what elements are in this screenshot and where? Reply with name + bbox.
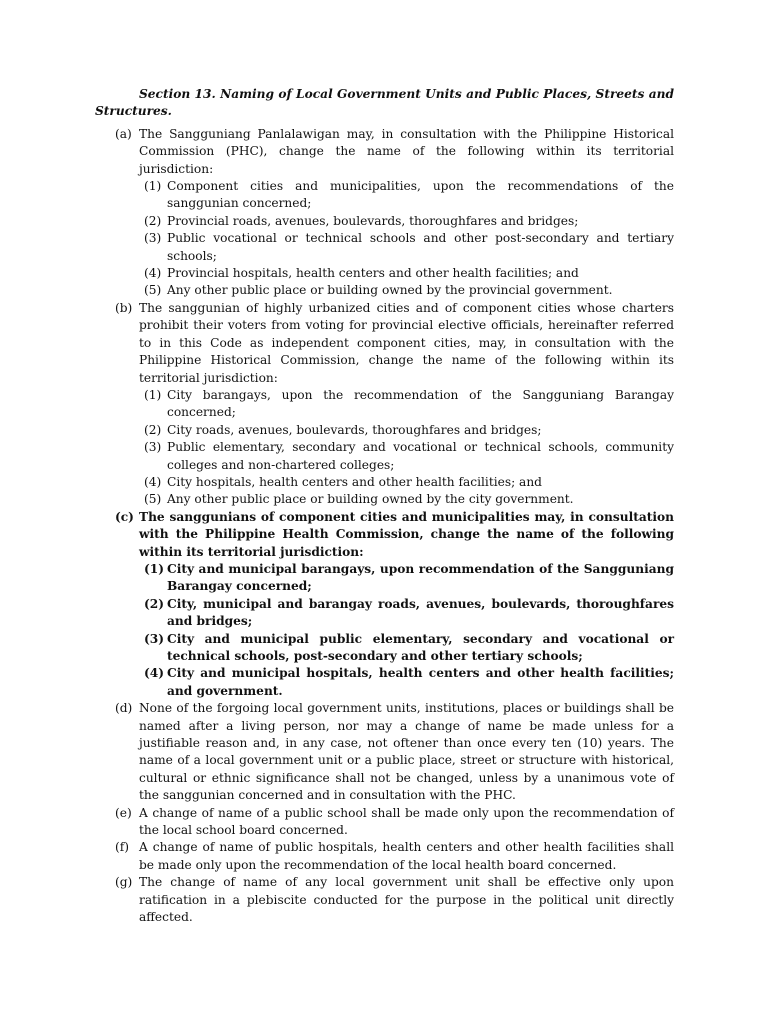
subclause-b-3: [95, 439, 674, 474]
clause-text: The change of name of any local government unit shall be effective only upon ratification in a plebiscite conducted for the purpose in the political unit directly affected.: [139, 875, 674, 925]
subclause-a-5: [95, 282, 674, 299]
clause-text: The sanggunians of component cities and municipalities may, in consultation with the Philippine Health Commission, change the name of the following within its territorial jurisdiction:: [139, 509, 674, 559]
subclause-marker: (4): [144, 666, 165, 681]
clause-marker: (b): [115, 300, 133, 315]
subclause-marker: (4): [144, 474, 162, 489]
clause-g: [95, 874, 674, 926]
clause-marker: (e): [115, 805, 132, 820]
subclause-marker: (2): [144, 422, 162, 437]
subclause-marker: (5): [144, 492, 162, 507]
subclause-b-4: [95, 474, 674, 491]
clause-text: A change of name of a public school shall be made only upon the recommendation of the local school board concerned.: [139, 805, 674, 838]
subclause-text: Component cities and municipalities, upon the recommendations of the sanggunian concerned;: [167, 179, 674, 211]
clause-marker: (d): [115, 701, 133, 716]
subclause-text: City hospitals, health centers and other health facilities; and: [167, 474, 542, 489]
subclause-text: Provincial hospitals, health centers and other health facilities; and: [167, 266, 579, 281]
subclause-text: City, municipal and barangay roads, avenues, boulevards, thoroughfares and bridges;: [167, 596, 674, 629]
subclause-marker: (3): [144, 631, 165, 646]
clause-b: [95, 300, 674, 387]
clause-marker: (c): [115, 509, 134, 524]
section-heading: Section 13. Naming of Local Government Units and Public Places, Streets and Structures.: [95, 87, 674, 119]
clause-c: [95, 509, 674, 561]
subclause-a-3: [95, 230, 674, 265]
subclause-marker: (3): [144, 440, 162, 455]
subclause-marker: (4): [144, 266, 162, 281]
subclause-marker: (3): [144, 231, 162, 246]
clause-d: [95, 700, 674, 804]
clause-e: [95, 805, 674, 840]
clause-a: [95, 126, 674, 178]
subclause-text: City and municipal public elementary, secondary and vocational or technical schools, post-secondary and other tertiary schools;: [167, 631, 674, 663]
subclause-marker: (2): [144, 596, 165, 611]
subclause-a-2: [95, 213, 674, 230]
clause-marker: (f): [115, 840, 130, 855]
clause-text: A change of name of public hospitals, health centers and other health facilities shall be made only upon the recommendation of the local health board concerned.: [139, 840, 674, 872]
clause-marker: (a): [115, 126, 132, 141]
subclause-text: Public elementary, secondary and vocational or technical schools, community colleges and non-chartered colleges;: [167, 440, 674, 472]
subclause-text: Provincial roads, avenues, boulevards, thoroughfares and bridges;: [167, 213, 579, 228]
subclause-b-5: [95, 491, 674, 508]
subclause-b-2: [95, 422, 674, 439]
subclause-c-1: [95, 561, 674, 596]
subclause-c-4: [95, 665, 674, 700]
subclause-text: Any other public place or building owned by the city government.: [167, 492, 574, 507]
subclause-text: City barangays, upon the recommendation of the Sangguniang Barangay concerned;: [167, 387, 674, 420]
clause-f: [95, 839, 674, 874]
subclause-marker: (1): [144, 179, 162, 194]
subclause-marker: (1): [144, 561, 165, 576]
subclause-marker: (2): [144, 213, 162, 228]
subclause-a-1: [95, 178, 674, 213]
subclause-text: City roads, avenues, boulevards, thoroughfares and bridges;: [167, 422, 542, 437]
clause-text: The Sangguniang Panlalawigan may, in consultation with the Philippine Historical Commission (PHC), change the name of the following within its territorial jurisdiction:: [139, 126, 674, 176]
subclause-marker: (1): [144, 387, 162, 402]
subclause-a-4: [95, 265, 674, 282]
section-items: [95, 126, 674, 927]
subclause-marker: (5): [144, 283, 162, 298]
subclause-c-2: [95, 596, 674, 631]
clause-marker: (g): [115, 875, 133, 890]
clause-text: None of the forgoing local government units, institutions, places or buildings shall be named after a living person, nor may a change of name be made unless for a justifiable reason and, in any case, not oftener than once every ten (10) years. The name of a local government unit or a public place, street or structure with historical, cultural or ethnic significance shall not be changed, unless by a unanimous vote of the sanggunian concerned and in consultation with the PHC.: [139, 701, 674, 803]
subclause-text: City and municipal hospitals, health centers and other health facilities; and government.: [167, 666, 674, 698]
subclause-text: Any other public place or building owned by the provincial government.: [167, 283, 613, 298]
subclause-text: City and municipal barangays, upon recommendation of the Sangguniang Barangay concerned;: [167, 561, 674, 594]
subclause-b-1: [95, 387, 674, 422]
subclause-c-3: [95, 631, 674, 666]
subclause-text: Public vocational or technical schools and other post-secondary and tertiary schools;: [167, 231, 674, 263]
clause-text: The sanggunian of highly urbanized cities and of component cities whose charters prohibit their voters from voting for provincial elective officials, hereinafter referred to in this Code as independent component cities, may, in consultation with the Philippine Historical Commission, change the name of the following within its territorial jurisdiction:: [139, 300, 674, 385]
